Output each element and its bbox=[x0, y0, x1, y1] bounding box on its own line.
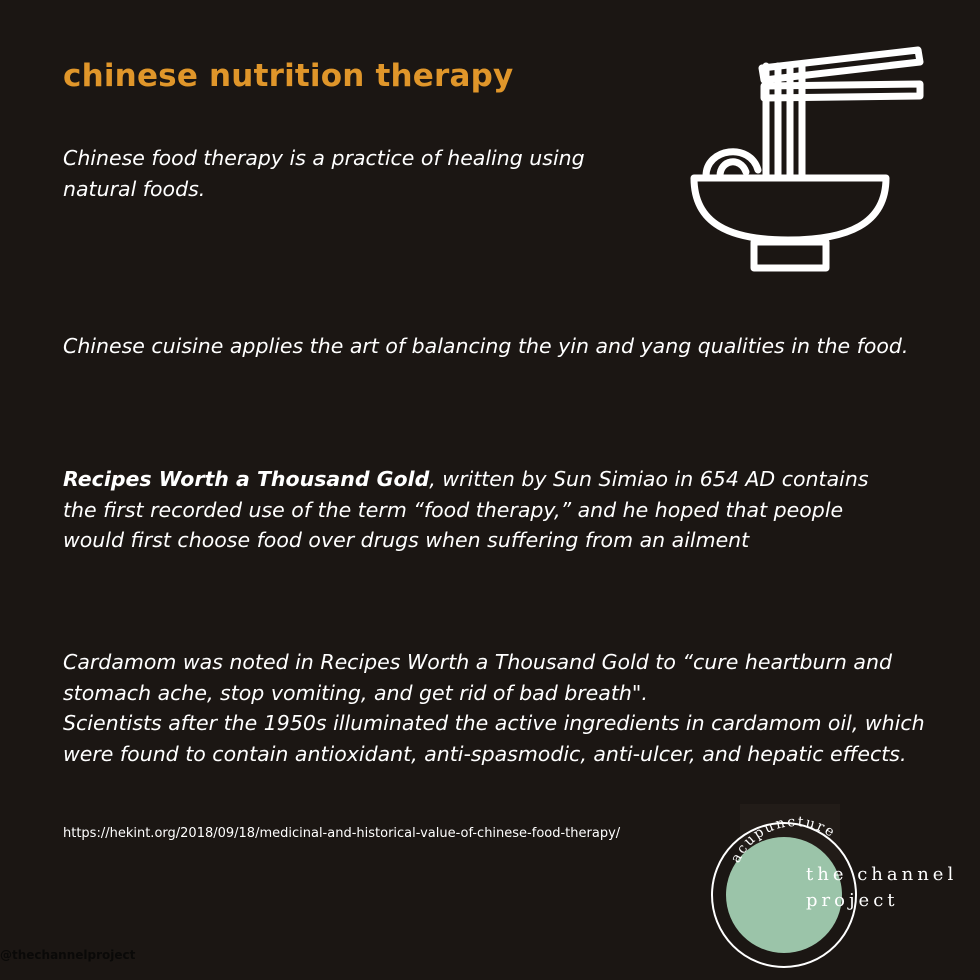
page-title: chinese nutrition therapy bbox=[63, 58, 514, 94]
intro-paragraph: Chinese food therapy is a practice of healing using natural foods. bbox=[63, 146, 585, 201]
noodle-bowl-icon bbox=[680, 38, 930, 278]
cardamom-paragraph bbox=[63, 647, 943, 769]
recipes-paragraph bbox=[63, 464, 883, 556]
cardamom-line-1: Cardamom was noted in Recipes Worth a Thousand Gold to “cure heartburn and stomach ache, stop vomiting, and get rid of bad breath". bbox=[63, 650, 892, 705]
logo-line-1: the channel bbox=[806, 864, 958, 885]
yin-yang-paragraph: Chinese cuisine applies the art of balancing the yin and yang qualities in the food. bbox=[63, 334, 909, 358]
logo-arc-text: acupuncture bbox=[727, 813, 839, 866]
channel-project-logo bbox=[700, 800, 970, 970]
recipes-paragraph-text: , written by Sun Simiao in 654 AD contains the first recorded use of the term “food therapy,” and he hoped that people would first choose food over drugs when suffering from an ailment bbox=[63, 467, 869, 552]
cardamom-line-2: Scientists after the 1950s illuminated the active ingredients in cardamom oil, which were found to contain antioxidant, anti-spasmodic, anti-ulcer, and hepatic effects. bbox=[63, 711, 925, 766]
logo-line-2: project bbox=[806, 890, 899, 911]
book-title: Recipes Worth a Thousand Gold bbox=[63, 467, 430, 491]
social-handle: @thechannelproject bbox=[0, 948, 136, 962]
source-link[interactable]: https://hekint.org/2018/09/18/medicinal-and-historical-value-of-chinese-food-therapy/ bbox=[63, 826, 621, 841]
